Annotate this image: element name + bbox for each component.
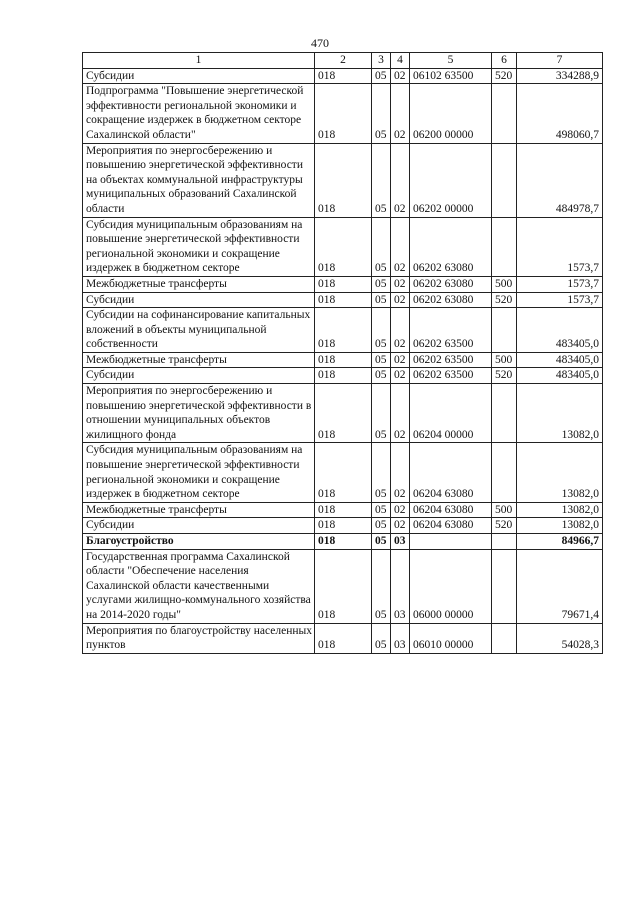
table-row — [83, 352, 603, 368]
subsection-cell: 02 — [391, 217, 410, 276]
table-row — [83, 549, 603, 623]
row-name-cell: Субсидии — [83, 518, 315, 534]
header-cell: 2 — [315, 53, 372, 69]
section-cell: 05 — [372, 384, 391, 443]
expense-type-cell — [492, 534, 517, 550]
code-cell: 018 — [315, 276, 372, 292]
table-row — [83, 534, 603, 550]
expense-type-cell — [492, 217, 517, 276]
subsection-cell: 02 — [391, 518, 410, 534]
target-article-cell: 06000 00000 — [410, 549, 492, 623]
code-cell: 018 — [315, 217, 372, 276]
section-cell: 05 — [372, 84, 391, 143]
expense-type-cell — [492, 84, 517, 143]
target-article-cell: 06204 63080 — [410, 518, 492, 534]
table-row — [83, 443, 603, 502]
row-name-cell: Субсидия муниципальным образованиям на повышение энергетической эффективности региональной экономики и сокращение издержек в бюджетном секторе — [83, 443, 315, 502]
subsection-cell: 02 — [391, 143, 410, 217]
row-name-cell: Государственная программа Сахалинской области "Обеспечение населения Сахалинской области качественными услугами жилищно-коммунального хозяйства на 2014-2020 годы" — [83, 549, 315, 623]
subsection-cell: 03 — [391, 623, 410, 653]
header-cell: 3 — [372, 53, 391, 69]
target-article-cell: 06202 00000 — [410, 143, 492, 217]
row-name-cell: Мероприятия по благоустройству населенных пунктов — [83, 623, 315, 653]
code-cell: 018 — [315, 352, 372, 368]
code-cell: 018 — [315, 502, 372, 518]
target-article-cell: 06202 63080 — [410, 276, 492, 292]
code-cell: 018 — [315, 518, 372, 534]
table-row — [83, 502, 603, 518]
target-article-cell: 06200 00000 — [410, 84, 492, 143]
table-row — [83, 276, 603, 292]
expense-type-cell: 500 — [492, 276, 517, 292]
header-cell: 6 — [492, 53, 517, 69]
amount-cell: 483405,0 — [517, 308, 603, 353]
section-cell: 05 — [372, 217, 391, 276]
expense-type-cell: 500 — [492, 352, 517, 368]
target-article-cell: 06204 63080 — [410, 502, 492, 518]
table-body — [83, 68, 603, 653]
table-row — [83, 292, 603, 308]
expense-type-cell: 520 — [492, 292, 517, 308]
table-row — [83, 623, 603, 653]
section-cell: 05 — [372, 443, 391, 502]
subsection-cell: 02 — [391, 384, 410, 443]
target-article-cell: 06202 63500 — [410, 368, 492, 384]
code-cell: 018 — [315, 68, 372, 84]
code-cell: 018 — [315, 534, 372, 550]
amount-cell: 54028,3 — [517, 623, 603, 653]
expense-type-cell: 520 — [492, 68, 517, 84]
code-cell: 018 — [315, 84, 372, 143]
code-cell: 018 — [315, 368, 372, 384]
amount-cell: 334288,9 — [517, 68, 603, 84]
table-row — [83, 68, 603, 84]
row-name-cell: Субсидии — [83, 68, 315, 84]
row-name-cell: Субсидии — [83, 368, 315, 384]
code-cell: 018 — [315, 443, 372, 502]
expense-type-cell: 520 — [492, 518, 517, 534]
amount-cell: 1573,7 — [517, 217, 603, 276]
target-article-cell: 06204 00000 — [410, 384, 492, 443]
target-article-cell — [410, 534, 492, 550]
subsection-cell: 02 — [391, 443, 410, 502]
row-name-cell: Субсидии на софинансирование капитальных вложений в объекты муниципальной собственности — [83, 308, 315, 353]
table-row — [83, 143, 603, 217]
subsection-cell: 02 — [391, 502, 410, 518]
subsection-cell: 03 — [391, 534, 410, 550]
section-cell: 05 — [372, 143, 391, 217]
header-cell: 7 — [517, 53, 603, 69]
table-row — [83, 384, 603, 443]
amount-cell: 13082,0 — [517, 518, 603, 534]
amount-cell: 498060,7 — [517, 84, 603, 143]
code-cell: 018 — [315, 308, 372, 353]
table-row — [83, 217, 603, 276]
expense-type-cell — [492, 308, 517, 353]
subsection-cell: 02 — [391, 308, 410, 353]
subsection-cell: 02 — [391, 68, 410, 84]
code-cell: 018 — [315, 143, 372, 217]
table-row — [83, 84, 603, 143]
amount-cell: 1573,7 — [517, 292, 603, 308]
code-cell: 018 — [315, 292, 372, 308]
header-row — [83, 53, 603, 69]
amount-cell: 483405,0 — [517, 368, 603, 384]
header-cell: 1 — [83, 53, 315, 69]
target-article-cell: 06202 63080 — [410, 217, 492, 276]
target-article-cell: 06202 63080 — [410, 292, 492, 308]
subsection-cell: 02 — [391, 276, 410, 292]
amount-cell: 13082,0 — [517, 443, 603, 502]
row-name-cell: Мероприятия по энергосбережению и повышению энергетической эффективности на объектах коммунальной инфраструктуры муниципальных образований Сахалинской области — [83, 143, 315, 217]
row-name-cell: Мероприятия по энергосбережению и повышению энергетической эффективности в отношении муниципальных объектов жилищного фонда — [83, 384, 315, 443]
row-name-cell: Благоустройство — [83, 534, 315, 550]
subsection-cell: 03 — [391, 549, 410, 623]
subsection-cell: 02 — [391, 292, 410, 308]
subsection-cell: 02 — [391, 84, 410, 143]
budget-table — [82, 52, 603, 654]
section-cell: 05 — [372, 352, 391, 368]
header-cell: 5 — [410, 53, 492, 69]
section-cell: 05 — [372, 549, 391, 623]
section-cell: 05 — [372, 502, 391, 518]
target-article-cell: 06010 00000 — [410, 623, 492, 653]
target-article-cell: 06204 63080 — [410, 443, 492, 502]
target-article-cell: 06102 63500 — [410, 68, 492, 84]
expense-type-cell — [492, 143, 517, 217]
row-name-cell: Межбюджетные трансферты — [83, 276, 315, 292]
section-cell: 05 — [372, 292, 391, 308]
code-cell: 018 — [315, 549, 372, 623]
header-cell: 4 — [391, 53, 410, 69]
code-cell: 018 — [315, 623, 372, 653]
target-article-cell: 06202 63500 — [410, 352, 492, 368]
section-cell: 05 — [372, 534, 391, 550]
subsection-cell: 02 — [391, 368, 410, 384]
expense-type-cell: 520 — [492, 368, 517, 384]
amount-cell: 13082,0 — [517, 384, 603, 443]
amount-cell: 1573,7 — [517, 276, 603, 292]
target-article-cell: 06202 63500 — [410, 308, 492, 353]
section-cell: 05 — [372, 368, 391, 384]
row-name-cell: Межбюджетные трансферты — [83, 352, 315, 368]
expense-type-cell: 500 — [492, 502, 517, 518]
code-cell: 018 — [315, 384, 372, 443]
section-cell: 05 — [372, 623, 391, 653]
row-name-cell: Субсидии — [83, 292, 315, 308]
section-cell: 05 — [372, 518, 391, 534]
table-row — [83, 518, 603, 534]
amount-cell: 13082,0 — [517, 502, 603, 518]
amount-cell: 484978,7 — [517, 143, 603, 217]
section-cell: 05 — [372, 308, 391, 353]
table-row — [83, 368, 603, 384]
expense-type-cell — [492, 384, 517, 443]
row-name-cell: Межбюджетные трансферты — [83, 502, 315, 518]
page-number: 470 — [311, 36, 329, 50]
section-cell: 05 — [372, 276, 391, 292]
table-row — [83, 308, 603, 353]
expense-type-cell — [492, 549, 517, 623]
expense-type-cell — [492, 443, 517, 502]
section-cell: 05 — [372, 68, 391, 84]
row-name-cell: Подпрограмма "Повышение энергетической эффективности региональной экономики и сокращение издержек в бюджетном секторе Сахалинской области" — [83, 84, 315, 143]
subsection-cell: 02 — [391, 352, 410, 368]
expense-type-cell — [492, 623, 517, 653]
amount-cell: 79671,4 — [517, 549, 603, 623]
amount-cell: 483405,0 — [517, 352, 603, 368]
amount-cell: 84966,7 — [517, 534, 603, 550]
row-name-cell: Субсидия муниципальным образованиям на повышение энергетической эффективности региональной экономики и сокращение издержек в бюджетном секторе — [83, 217, 315, 276]
